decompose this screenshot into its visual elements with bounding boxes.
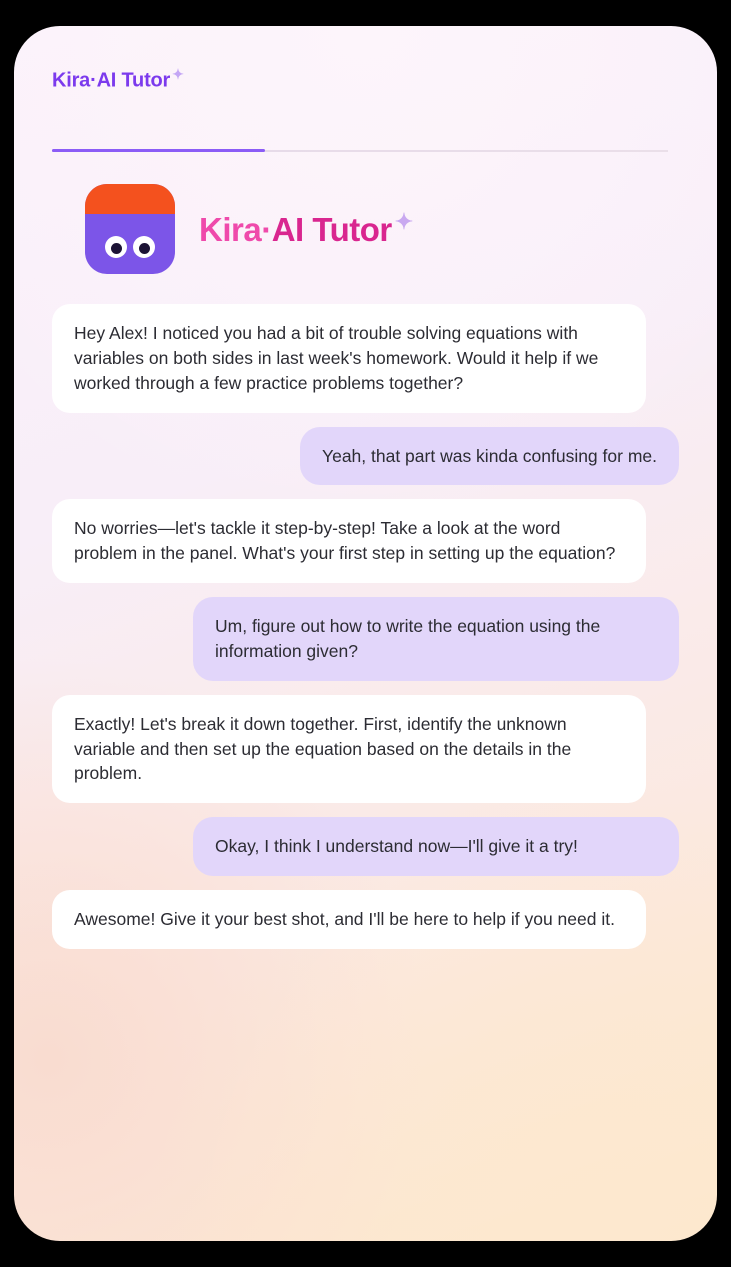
- app-header: [52, 66, 679, 136]
- chat-message-bot: Exactly! Let's break it down together. First, identify the unknown variable and then set up the equation based on the details in the problem.: [52, 695, 646, 804]
- header-title-text: Kira·AI Tutor: [52, 69, 171, 92]
- app-screen: [14, 26, 717, 1241]
- chat-message-bot: No worries—let's tackle it step-by-step! Take a look at the word problem in the panel. What's your first step in setting up the equation?: [52, 499, 646, 583]
- chat-message-user: Yeah, that part was kinda confusing for me.: [300, 427, 679, 486]
- brand-title-primary: Kira·: [199, 211, 272, 248]
- device-frame: [14, 26, 717, 1241]
- brand-title: [199, 209, 413, 249]
- brand-sparkle-icon: ✦: [394, 209, 413, 234]
- chat-thread: [52, 304, 679, 949]
- header-active-indicator: [52, 149, 265, 152]
- brand-row: [52, 184, 679, 274]
- sparkle-icon: ✦: [172, 66, 184, 82]
- avatar-eye-right: [133, 236, 155, 258]
- avatar-eyes: [85, 236, 175, 258]
- chat-message-user: Um, figure out how to write the equation using the information given?: [193, 597, 679, 681]
- chat-message-bot: Awesome! Give it your best shot, and I'll be here to help if you need it.: [52, 890, 646, 949]
- avatar-eye-left: [105, 236, 127, 258]
- kira-avatar: [85, 184, 175, 274]
- chat-message-bot: Hey Alex! I noticed you had a bit of trouble solving equations with variables on both sides in last week's homework. Would it help if we worked through a few practice problems together?: [52, 304, 646, 413]
- header-title: [52, 66, 184, 99]
- avatar-hair: [85, 184, 175, 214]
- brand-title-secondary: AI Tutor: [271, 211, 392, 248]
- chat-message-user: Okay, I think I understand now—I'll give it a try!: [193, 817, 679, 876]
